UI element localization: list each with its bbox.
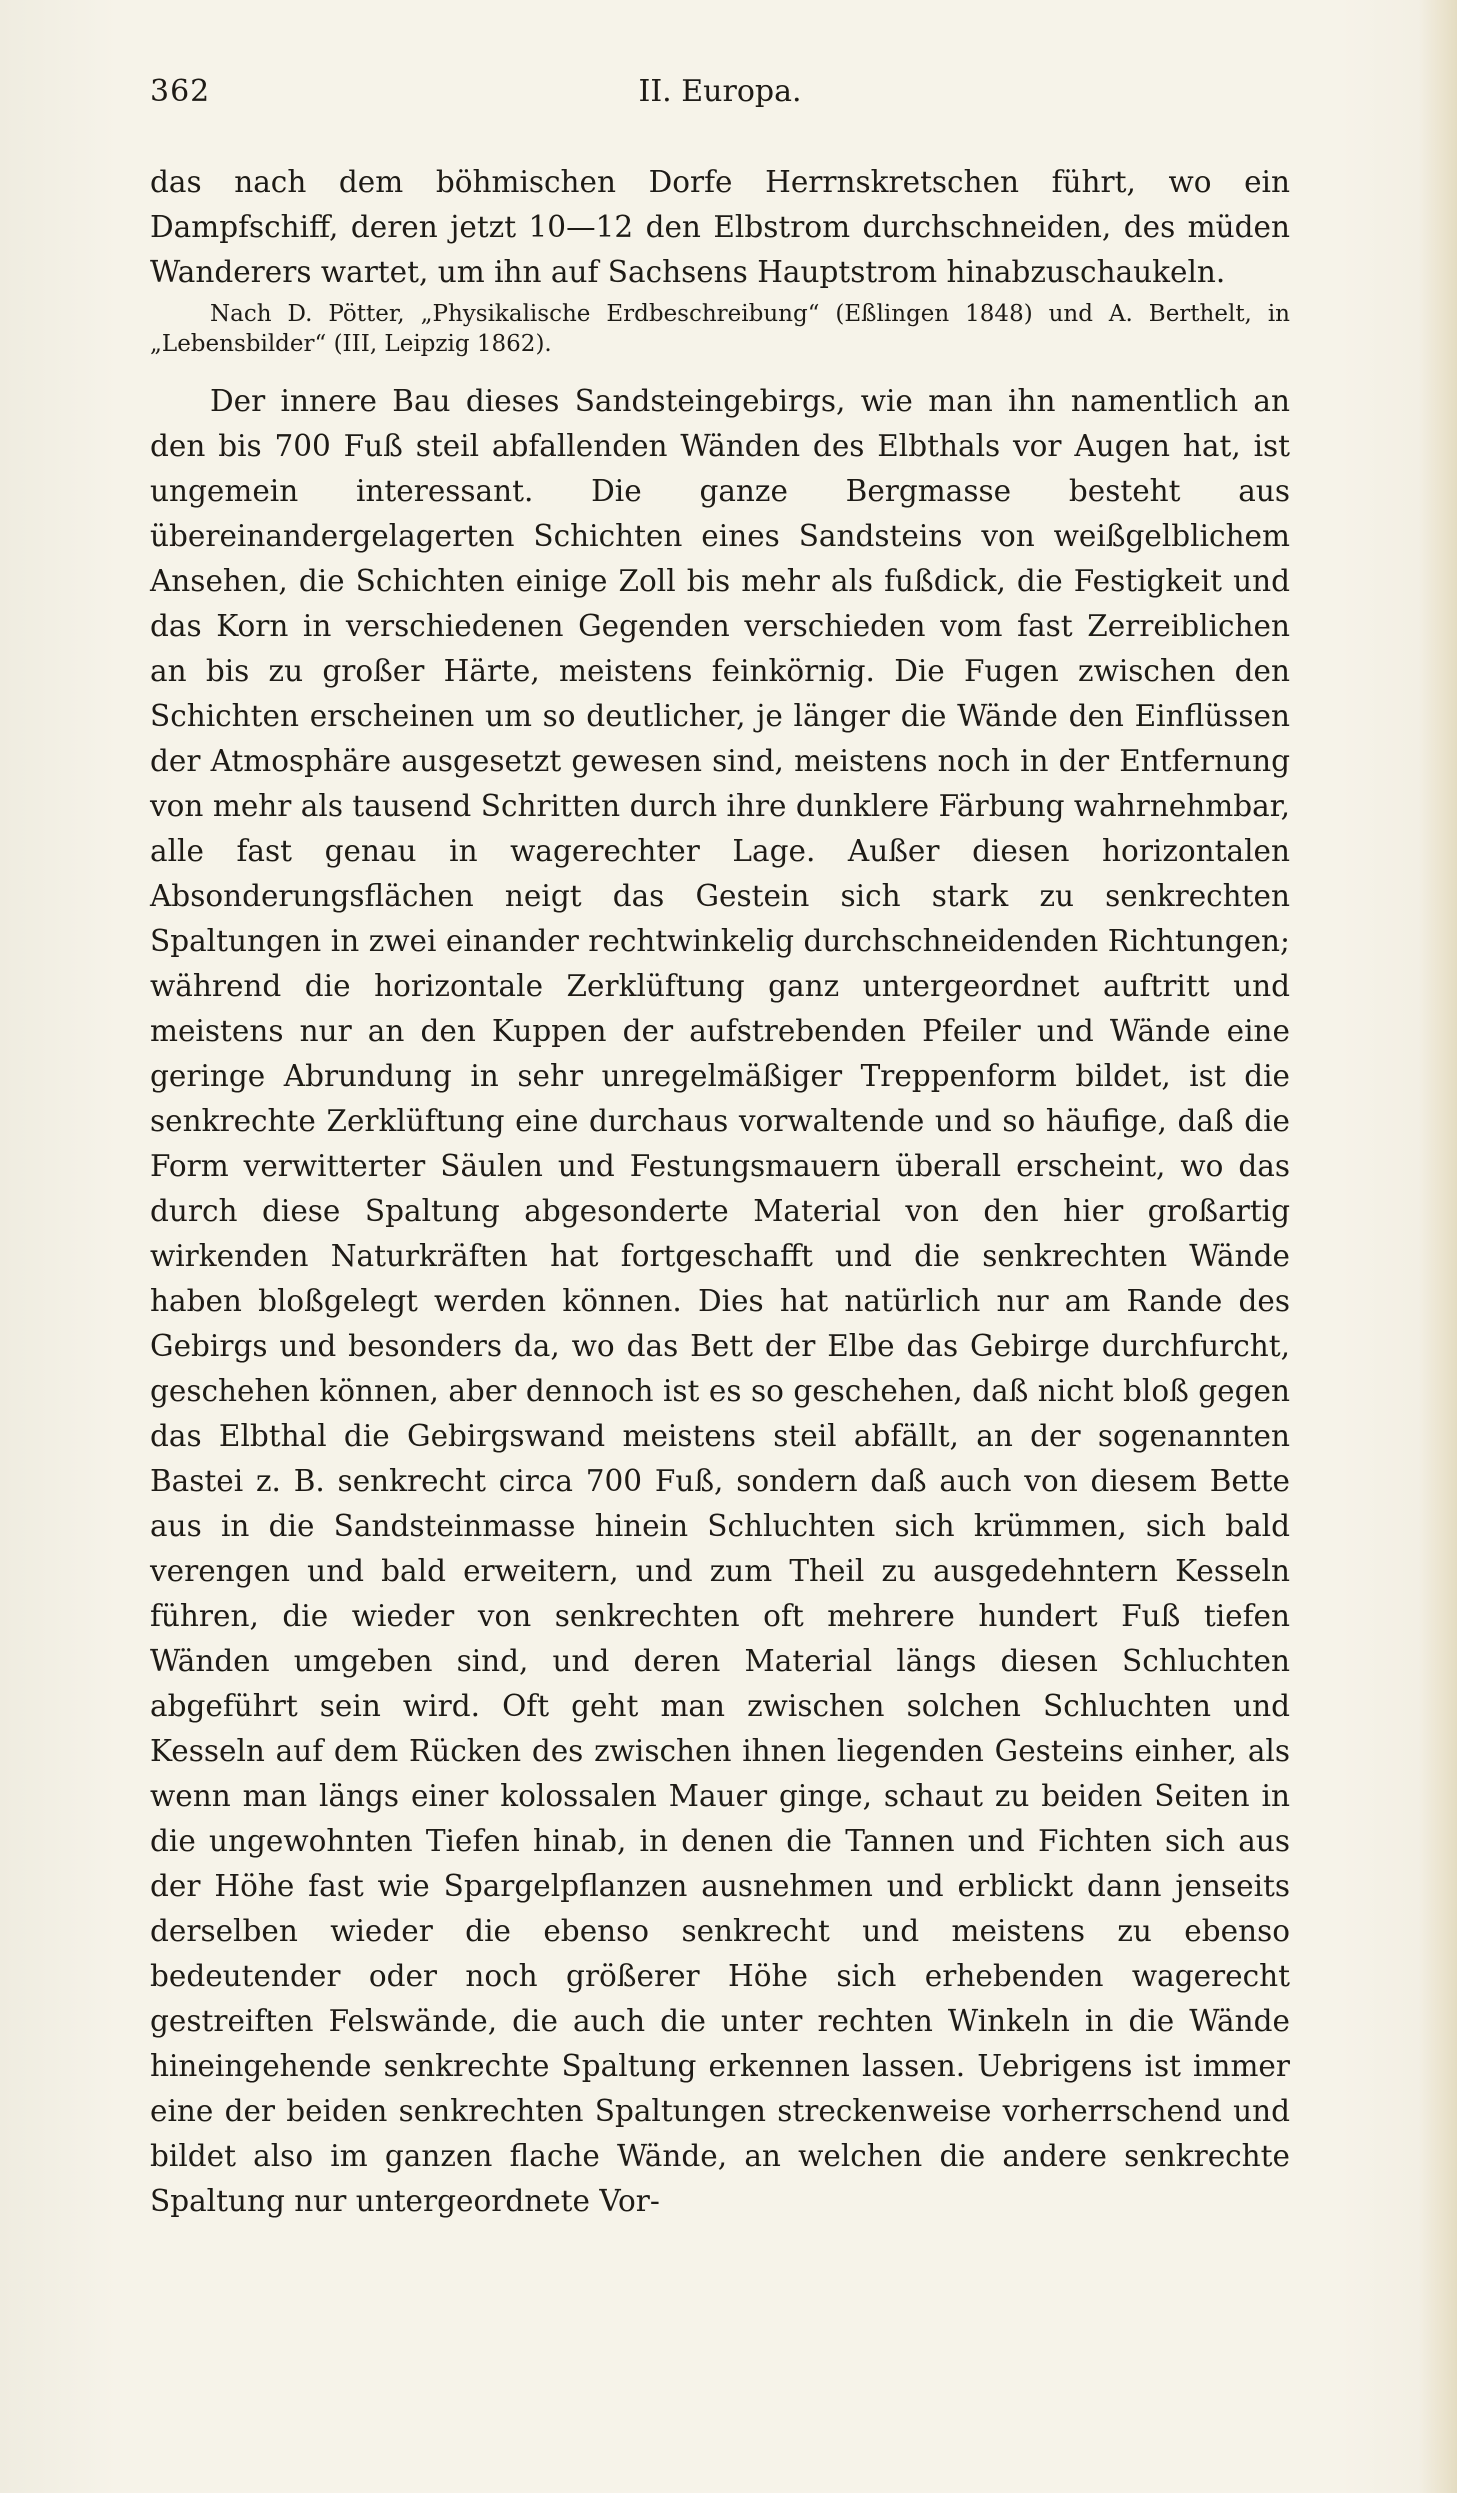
paragraph-2: Der innere Bau dieses Sandsteingebirgs, wie man ihn namentlich an den bis 700 Fuß steil abfallenden Wänden des Elbthals vor Augen hat, ist ungemein interessant. Die ganze Bergmasse besteht aus übereinandergelagerten Schichten eines Sandsteins von weißgelblichem Ansehen, die Schichten einige Zoll bis mehr als fußdick, die Festigkeit und das Korn in verschiedenen Gegenden verschieden vom fast Zerreiblichen an bis zu großer Härte, meistens feinkörnig. Die Fugen zwischen den Schichten erscheinen um so deutlicher, je länger die Wände den Einflüssen der Atmosphäre ausgesetzt gewesen sind, meistens noch in der Entfernung von mehr als tausend Schritten durch ihre dunklere Färbung wahrnehmbar, alle fast genau in wagerechter Lage. Außer diesen horizontalen Absonderungsflächen neigt das Gestein sich stark zu senkrechten Spaltungen in zwei einander rechtwinkelig durchschneidenden Richtungen; während die horizontale Zerklüftung ganz untergeordnet auftritt und meistens nur an den Kuppen der aufstrebenden Pfeiler und Wände eine geringe Abrundung in sehr unregelmäßiger Treppenform bildet, ist die senkrechte Zerklüftung eine durchaus vorwaltende und so häufige, daß die Form verwitterter Säulen und Festungsmauern überall erscheint, wo das durch diese Spaltung abgesonderte Material von den hier großartig wirkenden Naturkräften hat fortgeschafft und die senkrechten Wände haben bloßgelegt werden können. Dies hat natürlich nur am Rande des Gebirgs und besonders da, wo das Bett der Elbe das Gebirge durchfurcht, geschehen können, aber dennoch ist es so geschehen, daß nicht bloß gegen das Elbthal die Gebirgswand meistens steil abfällt, an der sogenannten Bastei z. B. senkrecht circa 700 Fuß, sondern daß auch von diesem Bette aus in die Sandsteinmasse hinein Schluchten sich krümmen, sich bald verengen und bald erweitern, und zum Theil zu ausgedehntern Kesseln führen, die wieder von senkrechten oft mehrere hundert Fuß tiefen Wänden umgeben sind, und deren Material längs diesen Schluchten abgeführt sein wird. Oft geht man zwischen solchen Schluchten und Kesseln auf dem Rücken des zwischen ihnen liegenden Gesteins einher, als wenn man längs einer kolossalen Mauer ginge, schaut zu beiden Seiten in die ungewohnten Tiefen hinab, in denen die Tannen und Fichten sich aus der Höhe fast wie Spargelpflanzen ausnehmen und erblickt dann jenseits derselben wieder die ebenso senkrecht und meistens zu ebenso bedeutender oder noch größerer Höhe sich erhebenden wagerecht gestreiften Felswände, die auch die unter rechten Winkeln in die Wände hineingehende senkrechte Spaltung erkennen lassen. Uebrigens ist immer eine der beiden senkrechten Spaltungen streckenweise vorherrschend und bildet also im ganzen flache Wände, an welchen die andere senkrechte Spaltung nur untergeordnete Vor- <box>150 384 1290 2218</box>
body-text <box>150 160 1290 2224</box>
paragraph-1: das nach dem böhmischen Dorfe Herrnskretschen führt, wo ein Dampfschiff, deren jetzt 10—12 den Elbstrom durchschneiden, des müden Wanderers wartet, um ihn auf Sachsens Hauptstrom hinabzuschaukeln. <box>150 165 1290 289</box>
running-head: II. Europa. <box>638 74 802 109</box>
source-footnote: Nach D. Pötter, „Physikalische Erdbeschreibung“ (Eßlingen 1848) und A. Berthelt, in „Lebensbilder“ (III, Leipzig 1862). <box>150 301 1290 357</box>
page-header <box>150 74 1290 114</box>
page-edge-shadow <box>1419 0 1457 2493</box>
page-number: 362 <box>150 74 211 109</box>
